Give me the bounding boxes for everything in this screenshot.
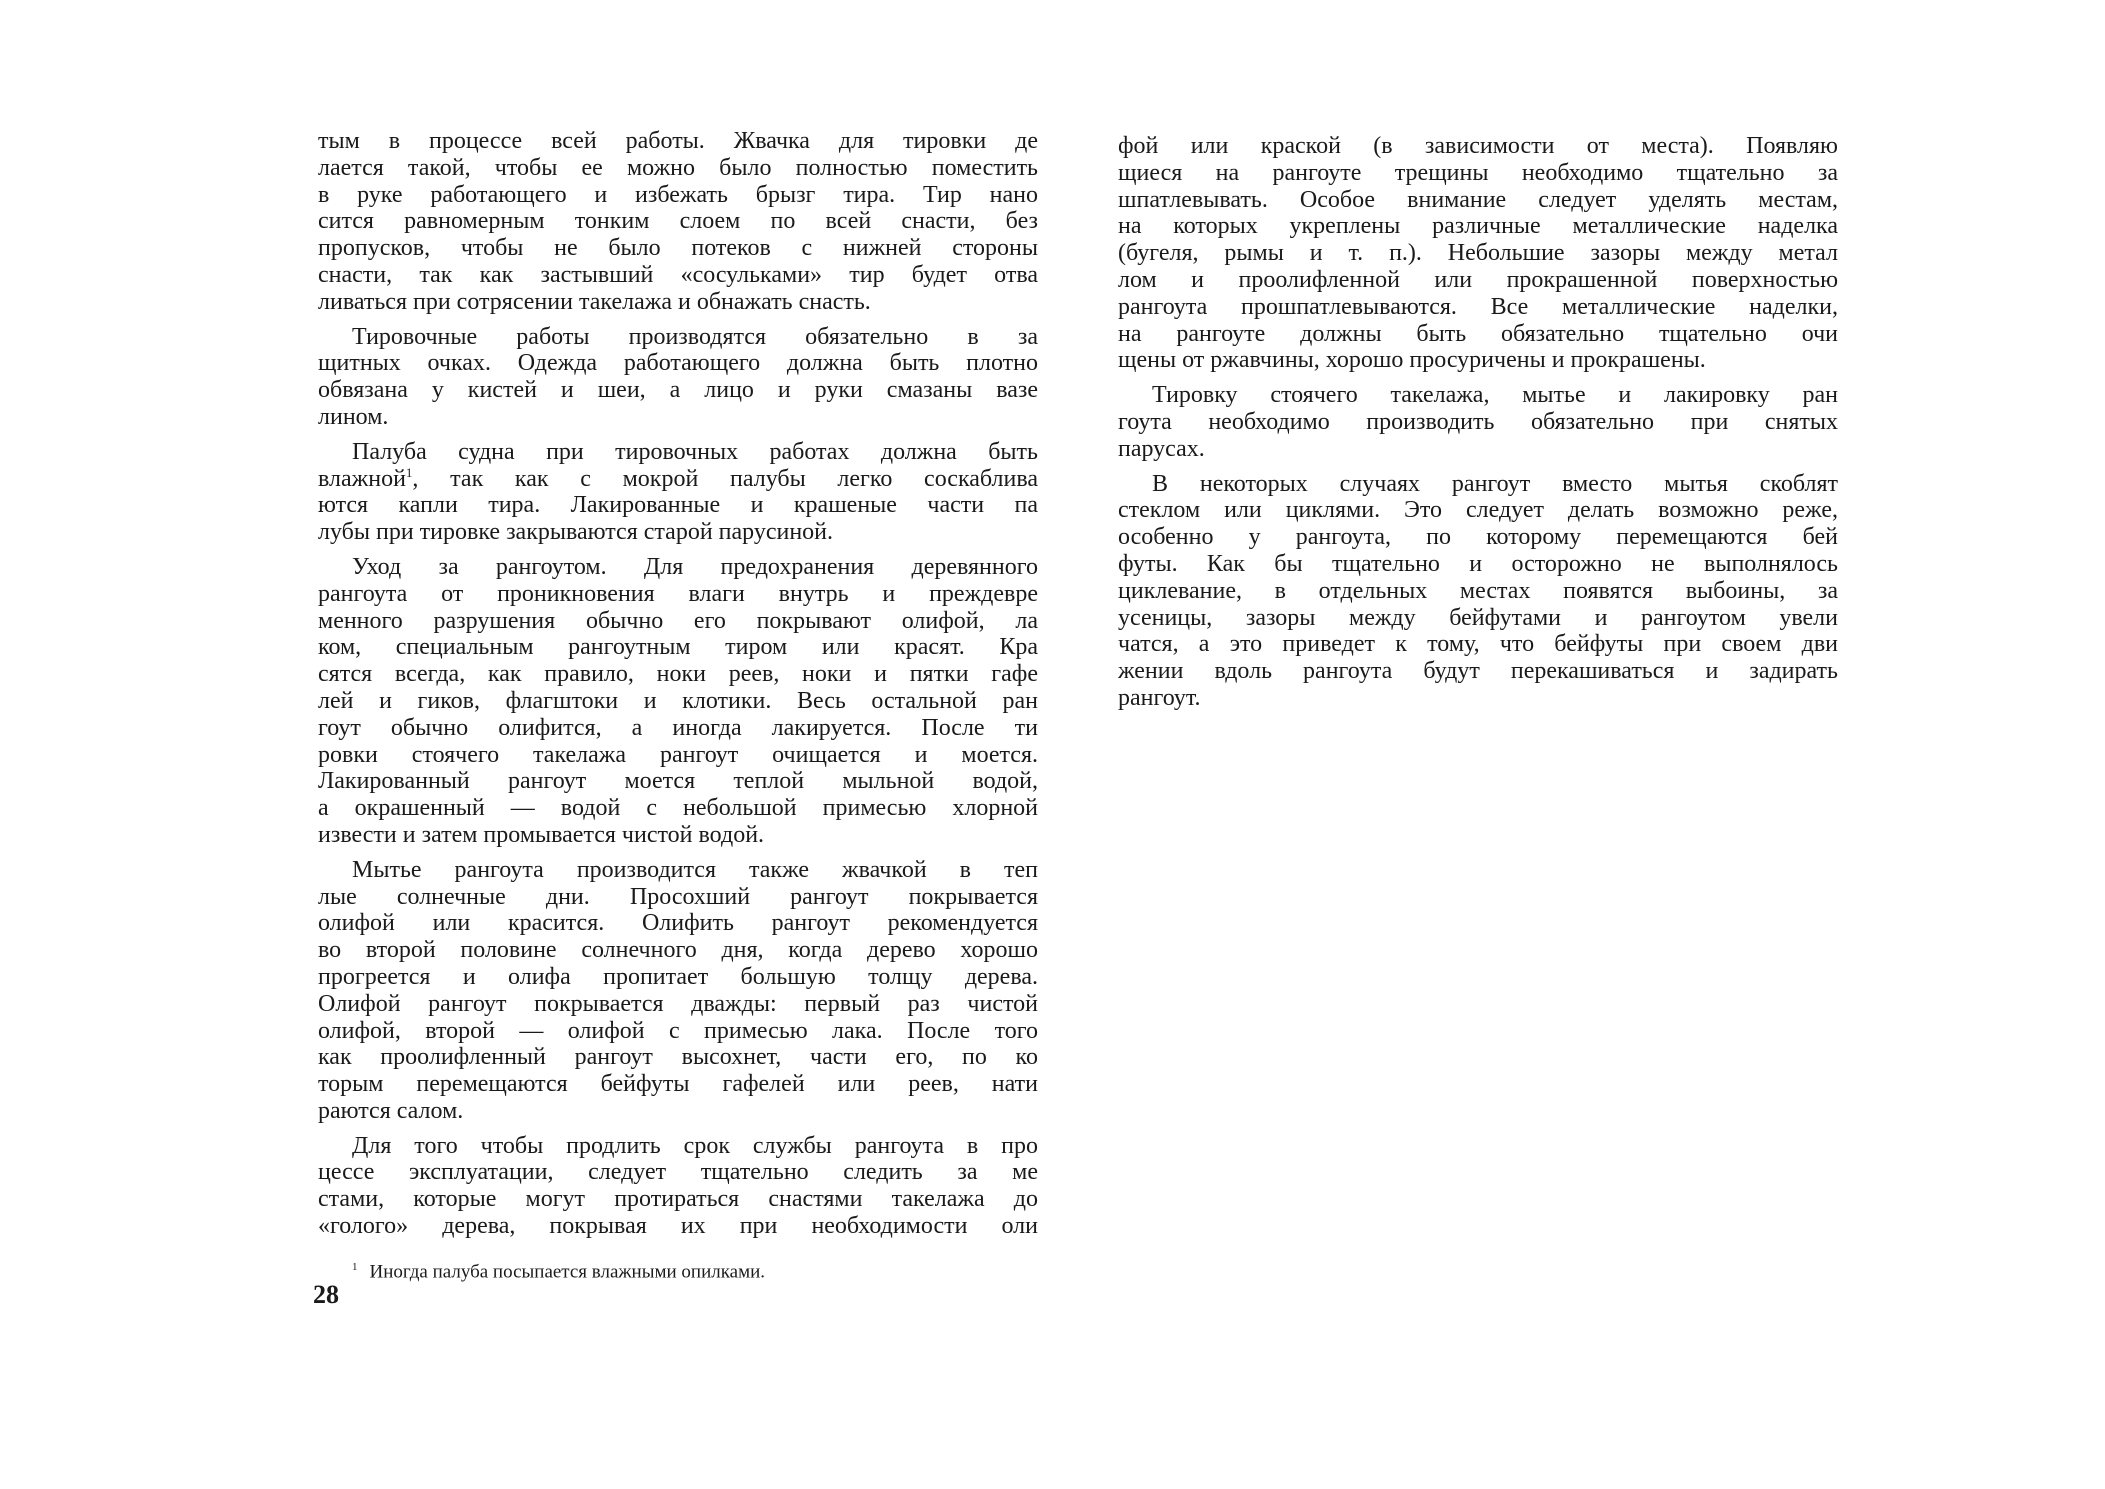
text-line: а окрашенный — водой с небольшой примесью хлорной: [318, 795, 1038, 822]
text-line: лубы при тировке закрываются старой парусиной.: [318, 519, 834, 546]
text-line: лается такой, чтобы ее можно было полностью поместить: [318, 154, 1038, 181]
text-line: Тировку стоячего такелажа, мытье и лакировку ран: [1152, 382, 1838, 409]
text-line: лей и гиков, флагштоки и клотики. Весь остальной ран: [318, 687, 1038, 714]
page-number: 28: [313, 1280, 339, 1309]
text-line: парусах.: [1118, 435, 1205, 462]
right-text-column: [1118, 133, 1838, 720]
text-line: Мытье рангоута производится также жвачкой в теп: [352, 856, 1038, 883]
text-line: шпатлевывать. Особое внимание следует уделять местам,: [1118, 186, 1838, 213]
text-line: сится равномерным тонким слоем по всей снасти, без: [318, 208, 1038, 235]
text-line: стеклом или циклями. Это следует делать возможно реже,: [1118, 497, 1838, 524]
footnote-mark: 1: [352, 1261, 358, 1273]
footnote: [352, 1255, 765, 1284]
text-line: чатся, а это приведет к тому, что бейфуты при своем дви: [1118, 631, 1838, 658]
text-line: Для того чтобы продлить срок службы рангоута в про: [352, 1132, 1038, 1159]
text-line: обвязана у кистей и шеи, а лицо и руки смазаны вазе: [318, 377, 1038, 404]
text-line: циклевание, в отдельных местах появятся выбоины, за: [1118, 577, 1838, 604]
text-line: фой или краской (в зависимости от места). Появляю: [1118, 133, 1838, 159]
text-line: Олифой рангоут покрывается дважды: первый раз чистой: [318, 990, 1038, 1017]
text-line: на рангоуте должны быть обязательно тщательно очи: [1118, 320, 1838, 347]
text-line: ровки стоячего такелажа рангоут очищается и моется.: [318, 741, 1038, 768]
text-line: прогреется и олифа пропитает большую толщу дерева.: [318, 963, 1038, 990]
text-line: извести и затем промывается чистой водой.: [318, 821, 765, 848]
text-line: менного разрушения обычно его покрывают олифой, ла: [318, 607, 1038, 634]
text-line: лом и проолифленной или прокрашенной поверхностью: [1118, 266, 1838, 293]
text-line: усеницы, зазоры между бейфутами и рангоутом увели: [1118, 604, 1838, 631]
text-line: цессе эксплуатации, следует тщательно следить за ме: [318, 1159, 1038, 1186]
paragraph: [1118, 133, 1838, 374]
text-line: щиеся на рангоуте трещины необходимо тщательно за: [1118, 159, 1838, 186]
text-line: как проолифленный рангоут высохнет, части его, по ко: [318, 1044, 1038, 1071]
text-line: В некоторых случаях рангоут вместо мытья скоблят: [1152, 470, 1838, 497]
text-fragment: , так как с мокрой палубы легко соскаблива: [412, 465, 1038, 492]
paragraph: [1118, 382, 1838, 462]
text-line: пропусков, чтобы не было потеков с нижней стороны: [318, 235, 1038, 262]
text-line: щены от ржавчины, хорошо просуричены и прокрашены.: [1118, 347, 1706, 374]
text-line: лином.: [318, 403, 389, 430]
left-text-column: [318, 128, 1038, 1248]
paragraph: [1118, 471, 1838, 712]
text-line: на которых укреплены различные металлические наделка: [1118, 213, 1838, 240]
text-line: ливаться при сотрясении такелажа и обнажать снасть.: [318, 288, 871, 315]
text-line: стами, которые могут протираться снастями такелажа до: [318, 1186, 1038, 1213]
text-line: ются капли тира. Лакированные и крашеные части па: [318, 492, 1038, 519]
text-line: рангоут.: [1118, 684, 1201, 711]
text-line: Лакированный рангоут моется теплой мыльной водой,: [318, 768, 1038, 795]
text-line: особенно у рангоута, по которому перемещаются бей: [1118, 524, 1838, 551]
paragraph: [318, 1133, 1038, 1240]
text-line: гоут обычно олифится, а иногда лакируется. После ти: [318, 714, 1038, 741]
text-line: футы. Как бы тщательно и осторожно не выполнялось: [1118, 550, 1838, 577]
text-line: во второй половине солнечного дня, когда дерево хорошо: [318, 937, 1038, 964]
paragraph: [318, 554, 1038, 849]
text-line: олифой или красится. Олифить рангоут рекомендуется: [318, 910, 1038, 937]
text-line: (бугеля, рымы и т. п.). Небольшие зазоры между метал: [1118, 240, 1838, 267]
text-line: олифой, второй — олифой с примесью лака. После того: [318, 1017, 1038, 1044]
text-line: торым перемещаются бейфуты гафелей или реев, нати: [318, 1071, 1038, 1098]
text-line: раются салом.: [318, 1097, 464, 1124]
text-line: сятся всегда, как правило, ноки реев, ноки и пятки гафе: [318, 661, 1038, 688]
footnote-text: Иногда палуба посыпается влажными опилками.: [369, 1261, 766, 1283]
text-line: лые солнечные дни. Просохший рангоут покрывается: [318, 883, 1038, 910]
text-line: рангоута от проникновения влаги внутрь и преждевре: [318, 580, 1038, 607]
text-line: рангоута прошпатлевываются. Все металлические наделки,: [1118, 293, 1838, 320]
text-fragment: влажной: [318, 465, 406, 492]
text-line: тым в процессе всей работы. Жвачка для тировки де: [318, 128, 1038, 154]
text-line: «голого» дерева, покрывая их при необходимости оли: [318, 1213, 1038, 1240]
paragraph: [318, 439, 1038, 546]
text-line: ком, специальным рангоутным тиром или красят. Кра: [318, 634, 1038, 661]
text-line: снасти, так как застывший «сосульками» тир будет отва: [318, 261, 1038, 288]
text-line: гоута необходимо производить обязательно при снятых: [1118, 408, 1838, 435]
footnote-reference: 1: [405, 464, 413, 480]
text-line: Уход за рангоутом. Для предохранения деревянного: [352, 553, 1038, 580]
text-line: щитных очках. Одежда работающего должна быть плотно: [318, 350, 1038, 377]
text-line: жении вдоль рангоута будут перекашиваться и задирать: [1118, 658, 1838, 685]
paragraph: [318, 324, 1038, 431]
paragraph: [318, 857, 1038, 1125]
text-line: в руке работающего и избежать брызг тира. Тир нано: [318, 181, 1038, 208]
text-line: Палуба судна при тировочных работах должна быть: [352, 438, 1038, 465]
paragraph: [318, 128, 1038, 316]
text-line: [318, 466, 1038, 493]
text-line: Тировочные работы производятся обязательно в за: [352, 323, 1038, 350]
